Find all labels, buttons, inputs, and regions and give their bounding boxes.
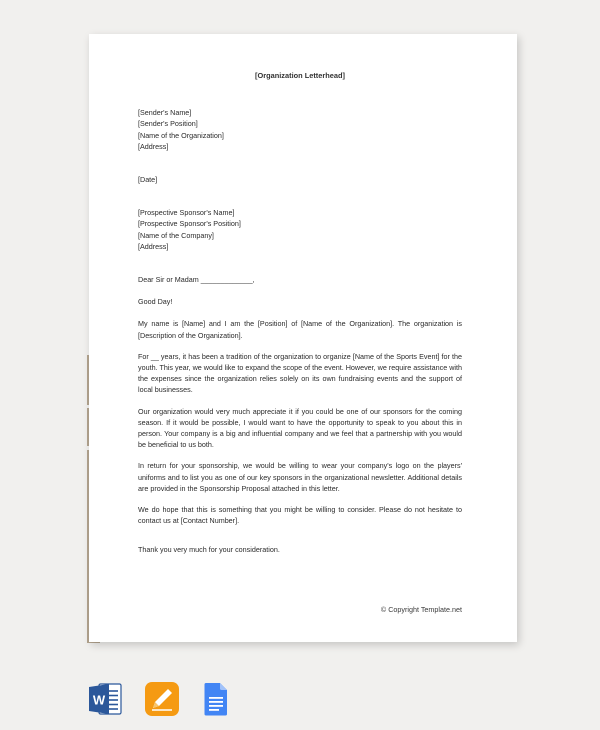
date-block	[138, 174, 462, 185]
recipient-block	[138, 207, 462, 252]
google-docs-icon[interactable]	[198, 681, 234, 717]
recipient-position: [Prospective Sponsor's Position]	[138, 219, 241, 229]
sender-organization: [Name of the Organization]	[138, 130, 224, 140]
sender-name: [Sender's Name]	[138, 108, 192, 118]
recipient-address: [Address]	[138, 241, 169, 251]
word-icon[interactable]	[88, 681, 124, 717]
recipient-company: [Name of the Company]	[138, 230, 214, 240]
letter-body	[138, 70, 462, 567]
paragraph-tradition: For __ years, it has been a tradition of the organization to organize [Name of the Sports Event] for the youth. This year, we would like to expand the scope of the event. However, we require assistance with the expenses since the organization relies solely on its own fundraising events and the support of local businesses.	[138, 351, 462, 395]
salutation: Dear Sir or Madam _____________,	[138, 275, 255, 285]
sender-position: [Sender's Position]	[138, 119, 198, 129]
sender-block	[138, 107, 462, 152]
pages-icon[interactable]	[144, 681, 180, 717]
copyright-text: © Copyright Template.net	[380, 605, 462, 614]
letter-date: [Date]	[138, 175, 158, 185]
letter-page	[89, 34, 517, 642]
paragraph-contact: We do hope that this is something that you might be willing to consider. Please do not hesitate to contact us at [Contact Number].	[138, 505, 462, 526]
paragraph-intro: My name is [Name] and I am the [Position] of [Name of the Organization]. The organization is [Description of the Organization].	[138, 319, 462, 340]
paragraph-request: Our organization would very much appreciate it if you could be one of our sponsors for the coming season. If it would be possible, I would want to have the opportunity to speak to you about this in person. Your company is a big and influential company and we feel that a partnership with you would be beneficial to us both.	[138, 406, 462, 450]
greeting: Good Day!	[138, 297, 173, 307]
paragraph-return: In return for your sponsorship, we would be willing to wear your company's logo on the players' uniforms and to list you as one of our key sponsors in the organizational newsletter. Additional details are provided in the Sponsorship Proposal attached in this letter.	[138, 461, 462, 493]
closing: Thank you very much for your consideration.	[138, 545, 280, 555]
word-letter: W	[92, 692, 106, 708]
recipient-name: [Prospective Sponsor's Name]	[138, 208, 235, 218]
sender-address: [Address]	[138, 141, 169, 151]
letterhead: [Organization Letterhead]	[255, 71, 345, 80]
